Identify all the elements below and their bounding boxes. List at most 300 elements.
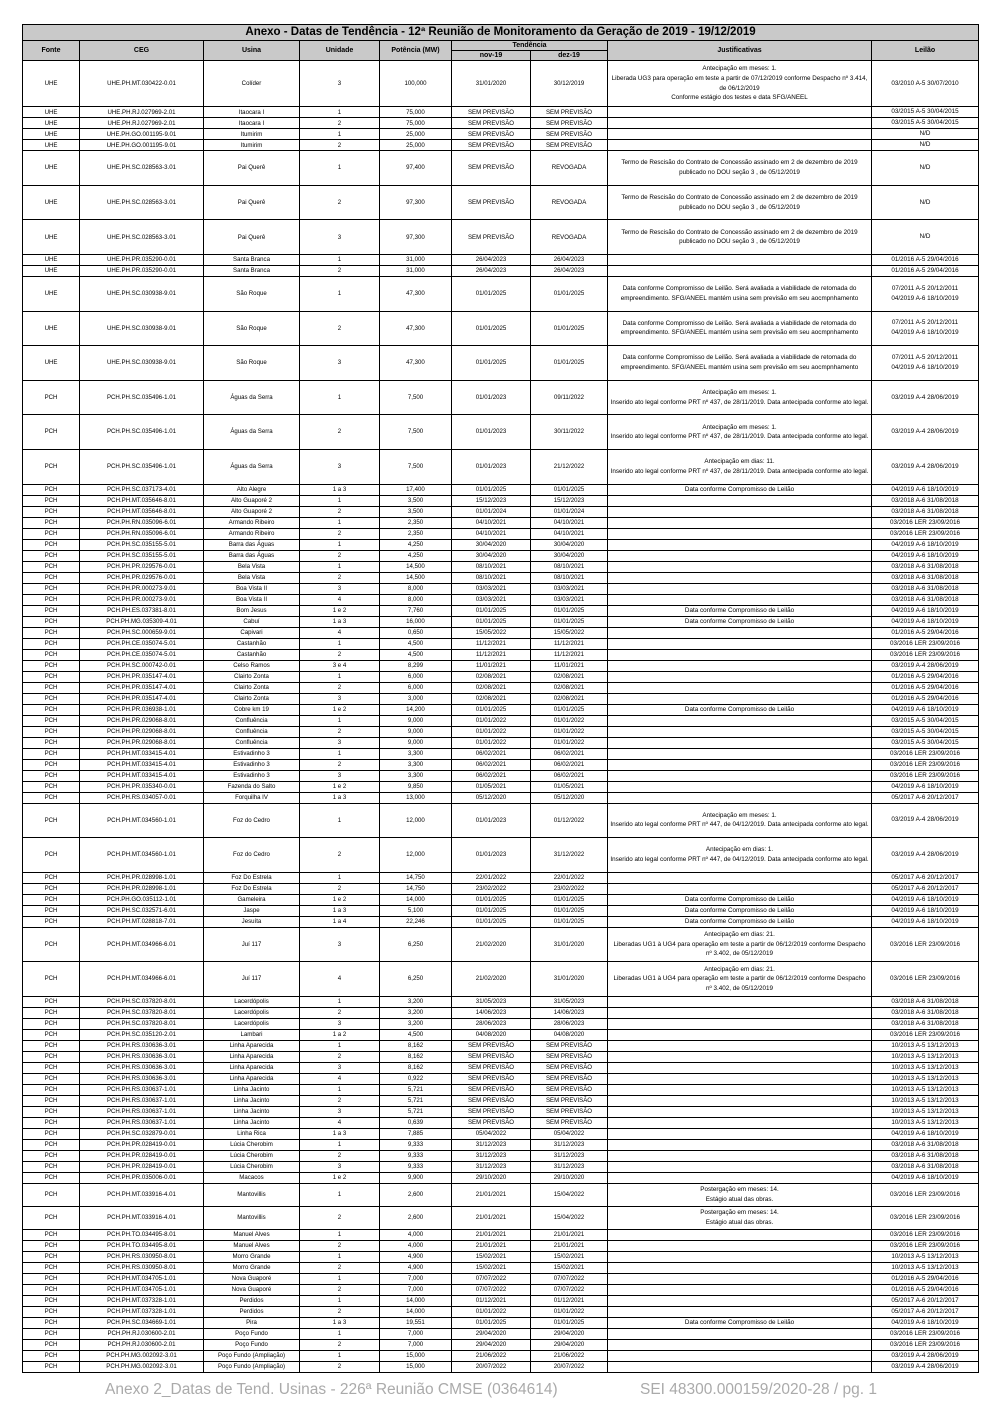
cell-justificativas: Data conforme Compromisso de Leilão. Será avaliada a viabilidade de retomada do empreendimento. SFG/ANEEL mantém usina sem previsão em seu aocmpnhamento [608, 276, 872, 311]
cell-fonte: PCH [23, 506, 80, 517]
cell-dez: 29/04/2020 [531, 1329, 608, 1340]
cell-unidade: 2 [300, 506, 380, 517]
cell-unidade: 4 [300, 1117, 380, 1128]
cell-fonte: PCH [23, 572, 80, 583]
cell-unidade: 1 [300, 495, 380, 506]
cell-potencia: 25,000 [380, 140, 452, 151]
cell-unidade: 1 a 3 [300, 1318, 380, 1329]
cell-fonte: UHE [23, 107, 80, 118]
cell-fonte: PCH [23, 803, 80, 838]
table-row [23, 572, 979, 583]
cell-dez: SEM PREVISÃO [531, 1040, 608, 1051]
cell-nov: 07/07/2022 [452, 1274, 531, 1285]
cell-fonte: PCH [23, 1073, 80, 1084]
cell-unidade: 2 [300, 118, 380, 129]
table-row [23, 748, 979, 759]
cell-potencia: 7,000 [380, 1340, 452, 1351]
cell-justificativas [608, 737, 872, 748]
cell-fonte: PCH [23, 894, 80, 905]
cell-fonte: PCH [23, 996, 80, 1007]
cell-usina: Celso Ramos [204, 660, 300, 671]
cell-ceg: PCH.PH.MT.034966-6.01 [80, 962, 204, 997]
cell-usina: Lacerdópolis [204, 996, 300, 1007]
cell-justificativas: Antecipação em dias: 21. Liberadas UG1 à UG4 para operação em teste a partir de 06/12/2019 conforme Despacho nº 3.402, de 05/12/2019 [608, 962, 872, 997]
table-row [23, 660, 979, 671]
cell-ceg: PCH.PH.SC.035496-1.01 [80, 449, 204, 484]
cell-justificativas [608, 107, 872, 118]
cell-unidade: 1 [300, 1183, 380, 1206]
cell-leilao: 03/2016 LER 23/09/2016 [872, 1029, 979, 1040]
cell-fonte: PCH [23, 1062, 80, 1073]
cell-dez: 22/01/2022 [531, 872, 608, 883]
cell-potencia: 5,721 [380, 1106, 452, 1117]
cell-nov: 07/07/2022 [452, 1285, 531, 1296]
cell-potencia: 17,400 [380, 484, 452, 495]
table-row [23, 561, 979, 572]
cell-dez: 07/07/2022 [531, 1285, 608, 1296]
cell-justificativas [608, 715, 872, 726]
cell-potencia: 22,246 [380, 916, 452, 927]
table-row [23, 759, 979, 770]
cell-unidade: 2 [300, 682, 380, 693]
cell-leilao: 10/2013 A-5 13/12/2013 [872, 1084, 979, 1095]
table-row [23, 792, 979, 803]
table-row [23, 962, 979, 997]
cell-ceg: PCH.PH.MT.033916-4.01 [80, 1183, 204, 1206]
cell-potencia: 0,639 [380, 1117, 452, 1128]
cell-ceg: PCH.PH.PR.028998-1.01 [80, 883, 204, 894]
cell-ceg: UHE.PH.RJ.027969-2.01 [80, 118, 204, 129]
cell-leilao: 03/2016 LER 23/09/2016 [872, 1241, 979, 1252]
cell-potencia: 3,500 [380, 495, 452, 506]
cell-unidade: 1 [300, 671, 380, 682]
cell-justificativas: Postergação em meses: 14. Estágio atual das obras. [608, 1183, 872, 1206]
cell-fonte: PCH [23, 770, 80, 781]
cell-justificativas [608, 506, 872, 517]
cell-ceg: PCH.PH.PR.036938-1.01 [80, 704, 204, 715]
table-row [23, 346, 979, 381]
cell-fonte: UHE [23, 346, 80, 381]
cell-potencia: 5,721 [380, 1084, 452, 1095]
cell-leilao: 03/2016 LER 23/09/2016 [872, 1207, 979, 1230]
cell-usina: Macacos [204, 1172, 300, 1183]
cell-unidade: 2 [300, 1207, 380, 1230]
cell-justificativas [608, 1084, 872, 1095]
cell-usina: Bela Vista [204, 572, 300, 583]
cell-ceg: PCH.PH.PR.029068-8.01 [80, 737, 204, 748]
cell-unidade: 3 [300, 1161, 380, 1172]
cell-usina: Nova Guaporé [204, 1274, 300, 1285]
cell-potencia: 4,250 [380, 539, 452, 550]
table-row [23, 1241, 979, 1252]
table-row [23, 838, 979, 873]
cell-fonte: PCH [23, 1230, 80, 1241]
cell-usina: Cobre km 19 [204, 704, 300, 715]
table-row [23, 517, 979, 528]
cell-dez: 30/04/2020 [531, 550, 608, 561]
cell-ceg: UHE.PH.RJ.027969-2.01 [80, 107, 204, 118]
cell-ceg: PCH.PH.SC.000659-9.01 [80, 627, 204, 638]
cell-dez: 01/01/2025 [531, 616, 608, 627]
cell-ceg: PCH.PH.SC.034669-1.01 [80, 1318, 204, 1329]
cell-potencia: 7,760 [380, 605, 452, 616]
cell-justificativas [608, 561, 872, 572]
cell-unidade: 1 [300, 276, 380, 311]
cell-usina: Confluência [204, 726, 300, 737]
cell-nov: 01/01/2025 [452, 704, 531, 715]
table-row [23, 528, 979, 539]
cell-nov: 30/04/2020 [452, 539, 531, 550]
cell-nov: 04/10/2021 [452, 517, 531, 528]
cell-ceg: PCH.PH.RS.030636-3.01 [80, 1051, 204, 1062]
cell-ceg: PCH.PH.RS.030950-8.01 [80, 1263, 204, 1274]
table-row [23, 311, 979, 346]
cell-potencia: 7,885 [380, 1128, 452, 1139]
cell-usina: Linha Jacinto [204, 1084, 300, 1095]
cell-dez: 15/05/2022 [531, 627, 608, 638]
cell-leilao: 03/2018 A-6 31/08/2018 [872, 996, 979, 1007]
cell-potencia: 8,162 [380, 1040, 452, 1051]
cell-ceg: PCH.PH.SC.032571-6.01 [80, 905, 204, 916]
table-row [23, 1007, 979, 1018]
table-row [23, 638, 979, 649]
cell-dez: 31/01/2020 [531, 962, 608, 997]
cell-fonte: UHE [23, 118, 80, 129]
cell-leilao: 03/2018 A-6 31/08/2018 [872, 594, 979, 605]
cell-fonte: PCH [23, 380, 80, 415]
table-title: Anexo - Datas de Tendência - 12ª Reunião de Monitoramento da Geração de 2019 - 19/12/2019 [23, 25, 979, 41]
cell-ceg: PCH.PH.MT.033415-4.01 [80, 748, 204, 759]
cell-usina: Jaspe [204, 905, 300, 916]
cell-usina: Itumirim [204, 129, 300, 140]
cell-justificativas [608, 1172, 872, 1183]
cell-dez: 11/12/2021 [531, 649, 608, 660]
cell-unidade: 4 [300, 962, 380, 997]
cell-nov: 21/01/2021 [452, 1207, 531, 1230]
cell-justificativas: Data conforme Compromisso de Leilão [608, 894, 872, 905]
table-row [23, 770, 979, 781]
cell-nov: 11/01/2021 [452, 660, 531, 671]
header-usina: Usina [204, 41, 300, 61]
cell-nov: 01/01/2023 [452, 838, 531, 873]
cell-dez: 31/12/2023 [531, 1139, 608, 1150]
document-page [22, 24, 978, 1373]
cell-dez: 01/12/2022 [531, 803, 608, 838]
cell-dez: REVOGADA [531, 151, 608, 186]
cell-nov: 03/03/2021 [452, 594, 531, 605]
cell-fonte: PCH [23, 528, 80, 539]
cell-dez: 09/11/2022 [531, 380, 608, 415]
cell-ceg: PCH.PH.PR.029576-0.01 [80, 561, 204, 572]
cell-nov: SEM PREVISÃO [452, 1073, 531, 1084]
cell-ceg: PCH.PH.RS.030637-1.01 [80, 1117, 204, 1128]
cell-fonte: PCH [23, 1172, 80, 1183]
cell-usina: Linha Jacinto [204, 1095, 300, 1106]
cell-nov: SEM PREVISÃO [452, 1095, 531, 1106]
cell-fonte: PCH [23, 838, 80, 873]
cell-potencia: 7,000 [380, 1274, 452, 1285]
table-row [23, 495, 979, 506]
cell-ceg: PCH.PH.PR.028419-0.01 [80, 1139, 204, 1150]
cell-justificativas [608, 140, 872, 151]
cell-dez: 06/02/2021 [531, 748, 608, 759]
cell-fonte: PCH [23, 726, 80, 737]
cell-usina: Barra das Águas [204, 550, 300, 561]
cell-fonte: PCH [23, 1007, 80, 1018]
cell-leilao: 03/2016 LER 23/09/2016 [872, 528, 979, 539]
cell-fonte: PCH [23, 1150, 80, 1161]
cell-usina: Perdidos [204, 1296, 300, 1307]
cell-potencia: 3,300 [380, 759, 452, 770]
cell-nov: 02/08/2021 [452, 671, 531, 682]
cell-usina: Linha Aparecida [204, 1073, 300, 1084]
cell-dez: 29/10/2020 [531, 1172, 608, 1183]
cell-nov: 23/02/2022 [452, 883, 531, 894]
cell-ceg: UHE.PH.SC.028563-3.01 [80, 151, 204, 186]
header-tendencia: Tendência [452, 41, 608, 51]
cell-fonte: PCH [23, 883, 80, 894]
cell-nov: 01/01/2022 [452, 737, 531, 748]
cell-justificativas: Antecipação em meses: 1. Inserido ato legal conforme PRT nº 437, de 28/11/2019. Data antecipada conforme ato legal. [608, 380, 872, 415]
cell-potencia: 14,500 [380, 572, 452, 583]
cell-potencia: 19,551 [380, 1318, 452, 1329]
cell-dez: SEM PREVISÃO [531, 1073, 608, 1084]
cell-justificativas [608, 1241, 872, 1252]
cell-leilao: 03/2016 LER 23/09/2016 [872, 770, 979, 781]
cell-justificativas [608, 594, 872, 605]
cell-unidade: 1 [300, 107, 380, 118]
cell-dez: SEM PREVISÃO [531, 1095, 608, 1106]
cell-fonte: UHE [23, 140, 80, 151]
table-row [23, 726, 979, 737]
cell-fonte: PCH [23, 1329, 80, 1340]
table-row [23, 781, 979, 792]
cell-potencia: 14,000 [380, 1296, 452, 1307]
cell-unidade: 1 [300, 380, 380, 415]
cell-potencia: 8,162 [380, 1051, 452, 1062]
cell-dez: 02/08/2021 [531, 682, 608, 693]
cell-potencia: 9,000 [380, 737, 452, 748]
table-row [23, 1040, 979, 1051]
cell-ceg: PCH.PH.RS.030637-1.01 [80, 1084, 204, 1095]
cell-nov: 03/03/2021 [452, 583, 531, 594]
table-row [23, 449, 979, 484]
cell-leilao: 03/2016 LER 23/09/2016 [872, 748, 979, 759]
cell-ceg: PCH.PH.RS.030636-3.01 [80, 1073, 204, 1084]
cell-justificativas [608, 495, 872, 506]
cell-leilao: 05/2017 A-6 20/12/2017 [872, 792, 979, 803]
cell-ceg: PCH.PH.MT.037328-1.01 [80, 1307, 204, 1318]
cell-justificativas [608, 1274, 872, 1285]
cell-leilao: 03/2016 LER 23/09/2016 [872, 927, 979, 962]
cell-usina: Poço Fundo [204, 1340, 300, 1351]
table-row [23, 1029, 979, 1040]
cell-dez: 05/12/2020 [531, 792, 608, 803]
table-row [23, 916, 979, 927]
cell-leilao: 05/2017 A-6 20/12/2017 [872, 883, 979, 894]
cell-nov: 31/01/2020 [452, 61, 531, 107]
header-unidade: Unidade [300, 41, 380, 61]
cell-dez: 01/01/2025 [531, 704, 608, 715]
cell-unidade: 1 [300, 1230, 380, 1241]
cell-unidade: 1 [300, 1139, 380, 1150]
cell-leilao: 03/2019 A-4 28/06/2019 [872, 380, 979, 415]
cell-unidade: 2 [300, 649, 380, 660]
cell-fonte: PCH [23, 737, 80, 748]
cell-nov: 05/12/2020 [452, 792, 531, 803]
cell-ceg: PCH.PH.RS.030950-8.01 [80, 1252, 204, 1263]
cell-usina: Manuel Alves [204, 1230, 300, 1241]
cell-potencia: 4,900 [380, 1263, 452, 1274]
cell-nov: SEM PREVISÃO [452, 151, 531, 186]
cell-ceg: PCH.PH.SC.035155-5.01 [80, 539, 204, 550]
cell-potencia: 13,000 [380, 792, 452, 803]
cell-fonte: PCH [23, 748, 80, 759]
cell-ceg: UHE.PH.PR.035290-0.01 [80, 254, 204, 265]
cell-justificativas: Antecipação em meses: 1. Inserido ato legal conforme PRT nº 447, de 04/12/2019. Data antecipada conforme ato legal. [608, 803, 872, 838]
cell-leilao: 10/2013 A-5 13/12/2013 [872, 1073, 979, 1084]
cell-dez: 08/10/2021 [531, 572, 608, 583]
table-row [23, 140, 979, 151]
cell-justificativas [608, 1062, 872, 1073]
cell-justificativas [608, 1263, 872, 1274]
cell-ceg: PCH.PH.SC.037820-8.01 [80, 996, 204, 1007]
cell-leilao: 03/2016 LER 23/09/2016 [872, 517, 979, 528]
cell-usina: Nova Guaporé [204, 1285, 300, 1296]
cell-justificativas [608, 649, 872, 660]
cell-justificativas: Data conforme Compromisso de Leilão [608, 916, 872, 927]
table-row [23, 682, 979, 693]
cell-justificativas [608, 129, 872, 140]
cell-leilao: 05/2017 A-6 20/12/2017 [872, 1296, 979, 1307]
cell-dez: 01/01/2025 [531, 311, 608, 346]
cell-nov: 08/10/2021 [452, 572, 531, 583]
cell-leilao: 01/2016 A-5 29/04/2016 [872, 265, 979, 276]
cell-unidade: 1 [300, 254, 380, 265]
cell-justificativas [608, 517, 872, 528]
cell-ceg: PCH.PH.MT.028818-7.01 [80, 916, 204, 927]
cell-usina: Mantovillis [204, 1207, 300, 1230]
table-row [23, 1207, 979, 1230]
cell-ceg: PCH.PH.RJ.030600-2.01 [80, 1340, 204, 1351]
cell-ceg: UHE.PH.SC.028563-3.01 [80, 185, 204, 220]
cell-leilao: 04/2019 A-6 18/10/2019 [872, 550, 979, 561]
cell-justificativas [608, 627, 872, 638]
cell-justificativas: Antecipação em meses: 1. Inserido ato legal conforme PRT nº 437, de 28/11/2019. Data antecipada conforme ato legal. [608, 415, 872, 450]
cell-ceg: PCH.PH.ES.037381-8.01 [80, 605, 204, 616]
cell-justificativas [608, 1230, 872, 1241]
cell-justificativas [608, 1139, 872, 1150]
cell-unidade: 1 [300, 1329, 380, 1340]
cell-potencia: 4,900 [380, 1252, 452, 1263]
cell-unidade: 2 [300, 1007, 380, 1018]
cell-ceg: PCH.PH.SC.035496-1.01 [80, 380, 204, 415]
cell-dez: 01/01/2025 [531, 484, 608, 495]
cell-potencia: 2,600 [380, 1207, 452, 1230]
cell-unidade: 1 e 2 [300, 894, 380, 905]
table-row [23, 704, 979, 715]
cell-justificativas: Data conforme Compromisso de Leilão. Será avaliada a viabilidade de retomada do empreendimento. SFG/ANEEL mantém usina sem previsão em seu aocmpnhamento [608, 346, 872, 381]
cell-usina: Pai Querê [204, 185, 300, 220]
cell-potencia: 6,250 [380, 962, 452, 997]
cell-dez: 15/02/2021 [531, 1263, 608, 1274]
cell-ceg: PCH.PH.SC.000742-0.01 [80, 660, 204, 671]
cell-justificativas [608, 883, 872, 894]
cell-nov: 05/04/2022 [452, 1128, 531, 1139]
table-row [23, 539, 979, 550]
cell-potencia: 6,000 [380, 671, 452, 682]
table-row [23, 1095, 979, 1106]
cell-usina: Manuel Alves [204, 1241, 300, 1252]
cell-dez: 30/12/2019 [531, 61, 608, 107]
cell-ceg: PCH.PH.TO.034495-8.01 [80, 1241, 204, 1252]
cell-potencia: 9,333 [380, 1139, 452, 1150]
cell-justificativas: Data conforme Compromisso de Leilão [608, 616, 872, 627]
cell-leilao: 03/2015 A-5 30/04/2015 [872, 107, 979, 118]
cell-dez: 05/04/2022 [531, 1128, 608, 1139]
cell-fonte: PCH [23, 561, 80, 572]
cell-leilao: 01/2016 A-5 29/04/2016 [872, 1274, 979, 1285]
cell-fonte: PCH [23, 927, 80, 962]
cell-ceg: PCH.PH.PR.028419-0.01 [80, 1150, 204, 1161]
cell-usina: Colíder [204, 61, 300, 107]
cell-justificativas [608, 1340, 872, 1351]
cell-dez: SEM PREVISÃO [531, 1051, 608, 1062]
cell-leilao: 03/2016 LER 23/09/2016 [872, 638, 979, 649]
cell-leilao: 01/2016 A-5 29/04/2016 [872, 693, 979, 704]
cell-unidade: 1 [300, 748, 380, 759]
cell-fonte: PCH [23, 1051, 80, 1062]
cell-ceg: PCH.PH.PR.028419-0.01 [80, 1161, 204, 1172]
header-leilao: Leilão [872, 41, 979, 61]
cell-potencia: 9,333 [380, 1150, 452, 1161]
cell-unidade: 3 [300, 583, 380, 594]
cell-ceg: PCH.PH.RS.030637-1.01 [80, 1095, 204, 1106]
cell-leilao: 01/2016 A-5 29/04/2016 [872, 254, 979, 265]
cell-ceg: PCH.PH.MT.037328-1.01 [80, 1296, 204, 1307]
cell-nov: 29/04/2020 [452, 1329, 531, 1340]
cell-justificativas [608, 781, 872, 792]
table-row [23, 872, 979, 883]
cell-nov: 01/01/2025 [452, 905, 531, 916]
cell-usina: Cabuí [204, 616, 300, 627]
cell-nov: 01/01/2023 [452, 803, 531, 838]
cell-nov: 01/01/2025 [452, 916, 531, 927]
cell-leilao: 03/2015 A-5 30/04/2015 [872, 726, 979, 737]
cell-fonte: PCH [23, 872, 80, 883]
cell-leilao: 10/2013 A-5 13/12/2013 [872, 1095, 979, 1106]
cell-nov: 29/04/2020 [452, 1340, 531, 1351]
header-potencia: Potência (MW) [380, 41, 452, 61]
cell-unidade: 3 [300, 1106, 380, 1117]
cell-usina: Juí 117 [204, 927, 300, 962]
cell-fonte: PCH [23, 1362, 80, 1373]
cell-unidade: 1 a 3 [300, 905, 380, 916]
cell-nov: SEM PREVISÃO [452, 118, 531, 129]
cell-fonte: PCH [23, 1285, 80, 1296]
cell-fonte: PCH [23, 1252, 80, 1263]
cell-ceg: UHE.PH.MT.030422-0.01 [80, 61, 204, 107]
cell-usina: Juí 117 [204, 962, 300, 997]
cell-dez: 01/01/2025 [531, 1318, 608, 1329]
table-row [23, 185, 979, 220]
cell-dez: 21/01/2021 [531, 1230, 608, 1241]
cell-dez: 26/04/2023 [531, 254, 608, 265]
cell-fonte: PCH [23, 660, 80, 671]
cell-nov: 01/01/2025 [452, 616, 531, 627]
cell-leilao: 03/2019 A-4 28/06/2019 [872, 803, 979, 838]
cell-leilao: 03/2019 A-4 28/06/2019 [872, 838, 979, 873]
